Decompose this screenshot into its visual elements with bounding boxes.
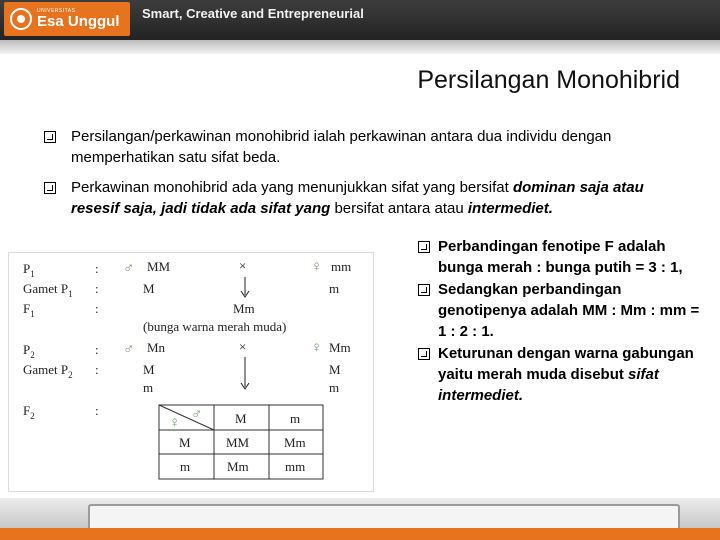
p1-female-genotype: mm	[331, 259, 352, 274]
checkbox-bullet-icon	[418, 348, 430, 360]
checkbox-bullet-icon	[418, 241, 430, 253]
footer-tab	[88, 504, 680, 528]
punnett-cell: MM	[226, 435, 250, 450]
checkbox-bullet-icon	[44, 131, 56, 143]
punnett-header-cell: M	[235, 411, 247, 426]
gamet-p2-right-1: M	[329, 362, 341, 377]
male-symbol-icon: ♂	[191, 407, 203, 423]
bullet-emphasis: intermediet.	[467, 200, 553, 217]
university-logo	[4, 2, 130, 36]
bullet-definition	[44, 126, 684, 168]
bullet-phenotype-ratio	[414, 236, 704, 278]
checkbox-bullet-icon	[418, 284, 430, 296]
colon: :	[95, 342, 99, 357]
bullet-text: Perbandingan fenotipe F adalah bunga merah : bunga putih = 3 : 1,	[438, 238, 683, 276]
colon: :	[95, 281, 99, 296]
cross-symbol: ×	[239, 339, 247, 354]
colon: :	[95, 403, 99, 418]
f1-genotype: Mm	[233, 301, 255, 316]
label-gamet-p2: Gamet $P_2$	[23, 362, 73, 380]
colon: :	[95, 301, 99, 316]
bullet-text	[44, 177, 684, 219]
label-f2: $F_2$	[23, 403, 35, 421]
bullet-emphasis: dominan saja atau resesif saja, jadi tidak ada sifat yang	[71, 179, 644, 217]
bullet-genotype-ratio	[414, 279, 704, 342]
f1-phenotype-note: (bunga warna merah muda)	[143, 319, 287, 334]
female-symbol-icon: ♀	[311, 340, 323, 356]
gamet-p1-left: M	[143, 281, 155, 296]
bullet-intermediate	[414, 343, 704, 406]
colon: :	[95, 362, 99, 377]
punnett-header-cell: m	[290, 411, 301, 426]
male-symbol-icon: ♂	[123, 342, 135, 358]
punnett-row-head: m	[180, 459, 191, 474]
label-p1: $P_1$	[23, 261, 35, 279]
p2-female-genotype: Mm	[329, 340, 351, 355]
bullet-dominance	[44, 177, 684, 219]
punnett-square	[159, 405, 323, 479]
gamet-p2-left-2: m	[143, 380, 154, 395]
colon: :	[95, 261, 99, 276]
label-p2: $P_2$	[23, 342, 35, 360]
gamet-p2-left-1: M	[143, 362, 155, 377]
punnett-cell: mm	[285, 459, 306, 474]
bullet-text-part: Perkawinan monohibrid ada yang menunjukkan sifat yang bersifat	[71, 179, 513, 196]
cross-diagram-svg	[9, 253, 373, 491]
bullet-text: Persilangan/perkawinan monohibrid ialah perkawinan antara dua individu dengan memperhatikan satu sifat beda.	[71, 128, 612, 166]
logo-text: Esa Unggul	[37, 13, 120, 30]
header-banner	[0, 0, 720, 40]
cross-symbol: ×	[239, 258, 247, 273]
female-symbol-icon: ♀	[169, 415, 181, 431]
punnett-cell: Mm	[227, 459, 249, 474]
p2-male-genotype: Mn	[147, 340, 166, 355]
footer-orange-stripe	[0, 528, 720, 540]
punnett-cell: Mm	[284, 435, 306, 450]
tagline: Smart, Creative and Entrepreneurial	[142, 6, 364, 21]
bullet-text: Sedangkan perbandingan genotipenya adalah MM : Mm : mm = 1 : 2 : 1.	[438, 281, 700, 340]
header-shadow-band	[0, 40, 720, 54]
bullet-text-part: bersifat antara atau	[330, 200, 468, 217]
logo-emblem-icon	[10, 8, 32, 30]
checkbox-bullet-icon	[44, 182, 56, 194]
label-gamet-p1: Gamet $P_1$	[23, 281, 73, 299]
results-bullets	[414, 236, 704, 407]
logo-small-text: UNIVERSITAS	[37, 8, 76, 14]
gamet-p2-right-2: m	[329, 380, 340, 395]
gamet-p1-right: m	[329, 281, 340, 296]
slide-title: Persilangan Monohibrid	[417, 66, 680, 94]
male-symbol-icon: ♂	[123, 261, 135, 277]
female-symbol-icon: ♀	[311, 259, 323, 275]
p1-male-genotype: MM	[147, 259, 171, 274]
bullet-emphasis: sifat intermediet.	[438, 366, 659, 404]
cross-diagram	[8, 252, 374, 492]
bullet-text: Keturunan dengan warna gabungan yaitu merah muda disebut	[438, 345, 694, 383]
punnett-row-head: M	[179, 435, 191, 450]
label-f1: $F_1$	[23, 301, 35, 319]
